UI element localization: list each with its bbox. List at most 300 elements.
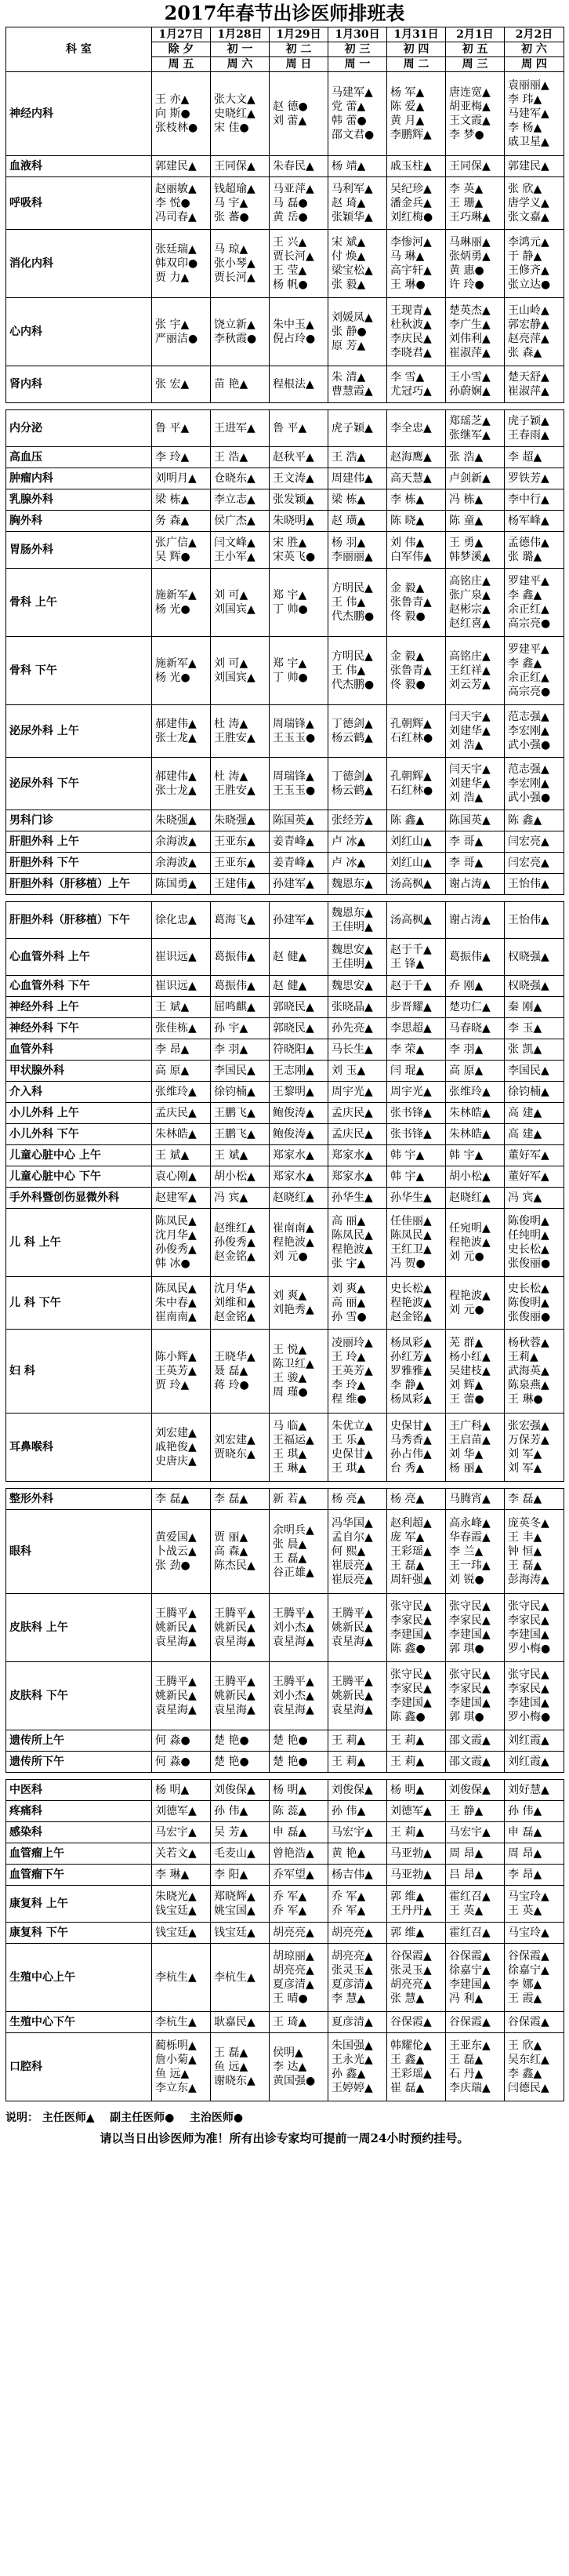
doctor-name: 王彩瑶▲ [390, 2068, 432, 2080]
doctor-name: 姚新民▲ [332, 1690, 373, 1702]
doctor-name: 高永峰▲ [449, 1517, 491, 1530]
doctor-name: 董好军▲ [508, 1149, 549, 1162]
doctor-cell [387, 569, 446, 637]
doctor-cell [505, 1944, 564, 2012]
dept-name: 康复科 下午 [6, 1923, 152, 1944]
doctor-name: 胡亮亮▲ [332, 1927, 373, 1939]
doctor-cell [152, 447, 211, 468]
doctor-name: 程艳波▲ [273, 1236, 314, 1249]
doctor-name: 胡小松▲ [449, 1170, 491, 1183]
doctor-name: 孙蔚娴▲ [449, 385, 491, 398]
doctor-name: 佟 毅● [390, 679, 426, 691]
doctor-name: 刘 可▲ [214, 657, 248, 670]
doctor-name: 马腾宵▲ [449, 1493, 491, 1505]
doctor-name: 马 琼▲ [214, 243, 248, 256]
doctor-cell [446, 939, 505, 976]
doctor-name: 王 伟▲ [332, 664, 366, 677]
dept-name: 肝胆外科 上午 [6, 831, 152, 853]
doctor-cell [387, 939, 446, 976]
doctor-name: 侯广杰▲ [214, 515, 256, 527]
doctor-name: 王 磊▲ [273, 1552, 307, 1565]
doctor-name: 黄国强● [273, 2075, 316, 2087]
table-row [6, 72, 564, 156]
doctor-name: 王 莹▲ [273, 264, 307, 277]
doctor-name: 乔 军▲ [332, 1905, 366, 1917]
doctor-name: 葛振伟▲ [214, 980, 256, 992]
doctor-name: 王腾平▲ [273, 1607, 314, 1620]
doctor-cell [387, 902, 446, 939]
dept-name: 血管瘤下午 [6, 1865, 152, 1886]
doctor-cell [446, 156, 505, 177]
doctor-cell [270, 1662, 328, 1730]
doctor-cell [387, 705, 446, 758]
table-row [6, 853, 564, 874]
doctor-name: 李 羽▲ [214, 1043, 248, 1056]
table-row [6, 1944, 564, 2012]
doctor-name: 赵丽敏▲ [155, 183, 197, 195]
doctor-name: 袁星海▲ [273, 1704, 314, 1716]
doctor-name: 吴建枝▲ [449, 1365, 491, 1377]
doctor-cell [152, 831, 211, 853]
doctor-name: 王 骏▲ [273, 1372, 307, 1384]
doctor-name: 赵海鹰▲ [390, 451, 432, 464]
doctor-cell [328, 1594, 387, 1662]
doctor-cell [446, 468, 505, 489]
doctor-name: 刘好慧▲ [508, 1784, 549, 1796]
doctor-cell [152, 569, 211, 637]
doctor-name: 谷保霞▲ [508, 2016, 549, 2028]
doctor-name: 马建军▲ [508, 107, 549, 120]
doctor-name: 魏思安▲ [332, 980, 373, 992]
doctor-name: 胡琼丽▲ [273, 1950, 314, 1963]
doctor-name: 杨云鹤▲ [332, 732, 373, 744]
doctor-name: 聂 磊▲ [214, 1365, 248, 1377]
doctor-cell [152, 1730, 211, 1752]
doctor-name: 王红卫▲ [390, 1243, 432, 1256]
doctor-name: 张晓晶▲ [332, 1001, 373, 1013]
table-row [6, 1752, 564, 1773]
doctor-cell [446, 1018, 505, 1039]
doctor-cell [328, 1510, 387, 1594]
doctor-name: 王 斌▲ [155, 1001, 190, 1013]
doctor-name: 夏彦清▲ [332, 1978, 373, 1991]
doctor-name: 袁星海▲ [155, 1635, 197, 1648]
dept-name: 内分泌 [6, 410, 152, 447]
doctor-cell [270, 1018, 328, 1039]
doctor-name: 郭建民▲ [155, 160, 197, 173]
doctor-name: 马宏宇▲ [332, 1826, 373, 1839]
doctor-name: 高 森▲ [214, 1545, 248, 1558]
doctor-name: 韩梦溪▲ [449, 551, 491, 563]
doctor-cell [387, 1124, 446, 1145]
doctor-cell [387, 230, 446, 298]
doctor-name: 刘俊保▲ [332, 1784, 373, 1796]
doctor-name: 闫 琨▲ [390, 1064, 425, 1077]
doctor-cell [387, 976, 446, 997]
doctor-cell [387, 532, 446, 569]
doctor-cell [505, 1188, 564, 1209]
dept-name: 儿童心脏中心 上午 [6, 1145, 152, 1166]
doctor-cell [387, 1489, 446, 1510]
doctor-cell [328, 1018, 387, 1039]
doctor-name: 赵维红▲ [214, 1222, 256, 1235]
doctor-name: 陈 蕊▲ [273, 1805, 307, 1817]
doctor-name: 朱中玉▲ [273, 318, 314, 331]
doctor-cell [328, 831, 387, 853]
doctor-cell [505, 1082, 564, 1103]
doctor-name: 高天慧▲ [390, 472, 432, 485]
doctor-cell [211, 72, 270, 156]
doctor-cell [152, 810, 211, 831]
doctor-name: 崔 磊▲ [390, 2082, 425, 2094]
dept-name: 消化内科 [6, 230, 152, 298]
doctor-name: 吕 昂▲ [449, 1868, 484, 1881]
doctor-name: 冯 利▲ [449, 1992, 484, 2005]
doctor-cell [505, 511, 564, 532]
doctor-name: 刘 军▲ [508, 1462, 542, 1475]
doctor-name: 李建国▲ [390, 1697, 432, 1709]
doctor-name: 汤高枫▲ [390, 878, 432, 890]
doctor-name: 郑 宇▲ [273, 657, 307, 670]
doctor-name: 孙 伟▲ [214, 1805, 248, 1817]
table-row [6, 810, 564, 831]
doctor-cell [328, 447, 387, 468]
doctor-name: 朱 清▲ [332, 371, 366, 384]
doctor-name: 王文霞▲ [449, 115, 491, 127]
doctor-cell [328, 758, 387, 810]
doctor-name: 王 欣▲ [508, 2039, 542, 2052]
doctor-name: 仓晓东▲ [214, 472, 256, 485]
doctor-name: 王 蕾● [449, 1393, 484, 1406]
doctor-name: 马亚勃▲ [390, 1868, 432, 1881]
doctor-cell [505, 177, 564, 230]
doctor-name: 李家民▲ [449, 1683, 491, 1695]
doctor-cell [505, 1843, 564, 1865]
doctor-name: 姜青峰▲ [273, 857, 314, 869]
dept-name: 儿 科 下午 [6, 1277, 152, 1330]
doctor-name: 唐连宽▲ [449, 86, 491, 99]
doctor-cell [328, 1843, 387, 1865]
doctor-name: 罗小梅● [508, 1643, 551, 1655]
doctor-name: 崔识远▲ [155, 951, 197, 963]
doctor-name: 新 若▲ [273, 1493, 307, 1505]
doctor-cell [387, 1188, 446, 1209]
doctor-cell [211, 1124, 270, 1145]
table-row [6, 939, 564, 976]
doctor-name: 金 毅▲ [390, 650, 425, 663]
doctor-name: 孙占伟▲ [390, 1448, 432, 1461]
doctor-name: 张 静● [332, 326, 367, 338]
doctor-name: 张佳栋▲ [155, 1022, 197, 1035]
doctor-cell [505, 2012, 564, 2033]
doctor-cell [270, 1822, 328, 1843]
doctor-cell [446, 1594, 505, 1662]
doctor-cell [152, 1061, 211, 1082]
doctor-cell [211, 997, 270, 1018]
doctor-name: 杨 光● [155, 671, 190, 684]
doctor-cell [152, 1662, 211, 1730]
table-row [6, 2033, 564, 2101]
doctor-name: 李鸿元▲ [508, 236, 549, 249]
doctor-name: 黄 月▲ [390, 115, 425, 127]
doctor-name: 孙俊秀▲ [214, 1236, 256, 1249]
doctor-name: 朱晓强▲ [155, 814, 197, 827]
doctor-name: 杨 亮▲ [332, 1493, 366, 1505]
doctor-cell [270, 569, 328, 637]
doctor-name: 张文嘉▲ [508, 211, 549, 224]
doctor-cell [328, 1188, 387, 1209]
doctor-cell [446, 810, 505, 831]
doctor-name: 宋 佳● [214, 122, 249, 134]
doctor-name: 王巧琳▲ [449, 211, 491, 224]
doctor-name: 高 原▲ [449, 1064, 484, 1077]
table-row [6, 511, 564, 532]
doctor-name: 张俊丽● [508, 1311, 551, 1323]
doctor-name: 李建国▲ [449, 1628, 491, 1641]
doctor-name: 李 昂▲ [508, 1868, 542, 1881]
section-separator [6, 1482, 564, 1489]
table-row [6, 298, 564, 366]
doctor-name: 王 莉▲ [390, 1734, 425, 1747]
doctor-name: 张宏强▲ [508, 1420, 549, 1432]
doctor-name: 张廷瑞▲ [155, 243, 197, 256]
doctor-cell [270, 1780, 328, 1801]
doctor-name: 马春晓▲ [449, 1022, 491, 1035]
doctor-name: 王 莉▲ [390, 1756, 425, 1768]
doctor-name: 谷保霞▲ [508, 1950, 549, 1963]
doctor-cell [211, 853, 270, 874]
doctor-cell [328, 1944, 387, 2012]
doctor-name: 武小强● [508, 739, 551, 751]
doctor-name: 范志强▲ [508, 711, 549, 723]
doctor-name: 高 建▲ [508, 1128, 542, 1141]
doctor-name: 贾 丽▲ [214, 1531, 248, 1544]
dept-name: 骨科 上午 [6, 569, 152, 637]
doctor-name: 刘建华▲ [449, 777, 491, 790]
doctor-name: 谷正雄▲ [273, 1566, 314, 1579]
doctor-name: 张小琴▲ [214, 257, 256, 270]
doctor-name: 史长松▲ [390, 1283, 432, 1295]
doctor-name: 秦 刚▲ [508, 1001, 542, 1013]
doctor-name: 王彩瑶▲ [390, 1545, 432, 1558]
doctor-name: 许 玲● [449, 278, 484, 291]
table-row [6, 1843, 564, 1865]
doctor-name: 任宛明▲ [449, 1222, 491, 1235]
doctor-name: 王胜安▲ [214, 784, 256, 797]
doctor-name: 杨 亮▲ [390, 1493, 425, 1505]
doctor-name: 崔识远▲ [155, 980, 197, 992]
doctor-cell [211, 1061, 270, 1082]
doctor-name: 刘宏建▲ [214, 1434, 256, 1446]
doctor-cell [505, 72, 564, 156]
doctor-name: 李 阳▲ [214, 1868, 248, 1881]
doctor-name: 张 欣▲ [508, 183, 542, 195]
doctor-name: 史唐庆▲ [155, 1455, 197, 1468]
table-row [6, 758, 564, 810]
doctor-cell [387, 758, 446, 810]
table-row [6, 705, 564, 758]
doctor-cell [505, 1822, 564, 1843]
table-row [6, 1330, 564, 1414]
doctor-name: 郑家水▲ [332, 1170, 373, 1183]
dept-name: 乳腺外科 [6, 489, 152, 511]
dept-name: 神经内科 [6, 72, 152, 156]
doctor-name: 何 熙▲ [332, 1545, 366, 1558]
doctor-name: 万保芳▲ [508, 1434, 549, 1446]
table-row [6, 1865, 564, 1886]
doctor-name: 李 羽▲ [449, 1043, 484, 1056]
doctor-cell [328, 2033, 387, 2101]
doctor-name: 刘国宾▲ [214, 671, 256, 684]
table-row [6, 1103, 564, 1124]
doctor-cell [505, 1730, 564, 1752]
doctor-cell [446, 298, 505, 366]
doctor-name: 楚 艳● [214, 1734, 249, 1747]
date-header: 1月27日 [152, 27, 211, 42]
doctor-name: 王 莉▲ [332, 1734, 366, 1747]
table-row [6, 1082, 564, 1103]
doctor-name: 郭 琪● [449, 1643, 484, 1655]
doctor-cell [505, 1277, 564, 1330]
dept-name: 呼吸科 [6, 177, 152, 230]
doctor-name: 张灵玉▲ [390, 1964, 432, 1977]
doctor-name: 王 晴● [273, 1992, 308, 2005]
doctor-name: 郭 维▲ [390, 1927, 425, 1939]
date-header: 1月30日 [328, 27, 387, 42]
doctor-name: 李 达▲ [273, 2061, 307, 2073]
doctor-name: 李晓君▲ [390, 347, 432, 359]
table-row [6, 532, 564, 569]
doctor-cell [328, 810, 387, 831]
doctor-cell [211, 468, 270, 489]
doctor-name: 崔淑萍▲ [449, 347, 491, 359]
doctor-cell [211, 1018, 270, 1039]
doctor-cell [446, 1414, 505, 1482]
doctor-name: 张维玲▲ [449, 1086, 491, 1098]
doctor-name: 陈小辉▲ [155, 1351, 197, 1363]
doctor-name: 申 磊▲ [273, 1826, 307, 1839]
dept-name: 儿 科 上午 [6, 1209, 152, 1277]
doctor-cell [211, 230, 270, 298]
doctor-name: 胡亮亮▲ [273, 1927, 314, 1939]
doctor-name: 马宝玲▲ [508, 1927, 549, 1939]
doctor-name: 谷保霞▲ [449, 2016, 491, 2028]
doctor-cell [211, 511, 270, 532]
doctor-cell [328, 1780, 387, 1801]
doctor-name: 杨 军▲ [390, 86, 425, 99]
doctor-cell [328, 1752, 387, 1773]
doctor-cell [152, 705, 211, 758]
doctor-cell [505, 1489, 564, 1510]
doctor-name: 张炳勇▲ [449, 250, 491, 263]
doctor-name: 朱中春▲ [155, 1297, 197, 1309]
doctor-cell [211, 1801, 270, 1822]
dept-name: 心血管外科 下午 [6, 976, 152, 997]
doctor-name: 赵金铭▲ [390, 1311, 432, 1323]
doctor-name: 韩 宇▲ [390, 1149, 425, 1162]
doctor-name: 赵 健▲ [273, 951, 307, 963]
doctor-name: 刘德军▲ [390, 1805, 432, 1817]
doctor-cell [211, 447, 270, 468]
doctor-name: 李立志▲ [214, 493, 256, 506]
doctor-name: 刘 军▲ [508, 1448, 542, 1461]
doctor-cell [446, 1277, 505, 1330]
doctor-name: 刘红霞▲ [508, 1734, 549, 1747]
doctor-name: 王佳明▲ [332, 958, 373, 970]
doctor-name: 姚新民▲ [214, 1690, 256, 1702]
doctor-cell [446, 831, 505, 853]
weekday-header: 周 四 [505, 57, 564, 72]
doctor-cell [446, 705, 505, 758]
doctor-cell [270, 939, 328, 976]
doctor-cell [152, 366, 211, 403]
dept-name: 血管瘤上午 [6, 1843, 152, 1865]
doctor-cell [505, 705, 564, 758]
doctor-cell [270, 72, 328, 156]
doctor-cell [211, 2012, 270, 2033]
doctor-name: 凌丽玲▲ [332, 1337, 373, 1349]
doctor-name: 施新军▲ [155, 657, 197, 670]
doctor-name: 高铭庄▲ [449, 650, 491, 663]
doctor-name: 王婷婷▲ [332, 2082, 373, 2094]
doctor-name: 杨 明▲ [155, 1784, 190, 1796]
doctor-name: 李全忠▲ [390, 422, 432, 435]
doctor-name: 张大文▲ [214, 93, 256, 106]
doctor-name: 史长松▲ [508, 1283, 549, 1295]
doctor-name: 张守民▲ [449, 1600, 491, 1613]
doctor-name: 郭 维▲ [390, 1890, 425, 1903]
doctor-name: 孙华生▲ [390, 1192, 432, 1204]
doctor-name: 张广泉▲ [449, 589, 491, 602]
doctor-cell [446, 569, 505, 637]
doctor-cell [211, 1662, 270, 1730]
doctor-name: 王 琪▲ [332, 1462, 366, 1475]
doctor-name: 袁星海▲ [273, 1635, 314, 1648]
doctor-name: 朱晓光▲ [155, 1890, 197, 1903]
table-row [6, 177, 564, 230]
doctor-name: 芜 群▲ [449, 1337, 484, 1349]
doctor-name: 马利军▲ [332, 183, 373, 195]
doctor-cell [328, 1662, 387, 1730]
doctor-name: 王现青▲ [390, 304, 432, 317]
doctor-name: 毛麦山▲ [214, 1847, 256, 1860]
doctor-cell [152, 230, 211, 298]
doctor-name: 李国民▲ [508, 1064, 549, 1077]
doctor-cell [387, 1277, 446, 1330]
doctor-cell [211, 1489, 270, 1510]
doctor-cell [211, 902, 270, 939]
doctor-name: 魏恩东▲ [332, 907, 373, 919]
doctor-name: 丁 帅● [273, 671, 308, 684]
doctor-name: 庞英冬▲ [508, 1517, 549, 1530]
doctor-cell [387, 72, 446, 156]
doctor-cell [387, 1662, 446, 1730]
doctor-name: 范志强▲ [508, 763, 549, 776]
day-header: 初 六 [505, 42, 564, 57]
doctor-cell [505, 758, 564, 810]
doctor-cell [446, 1944, 505, 2012]
doctor-name: 史长松▲ [508, 1243, 549, 1256]
dept-name: 耳鼻喉科 [6, 1414, 152, 1482]
doctor-cell [211, 1166, 270, 1188]
doctor-name: 李广生▲ [449, 318, 491, 331]
doctor-cell [387, 853, 446, 874]
doctor-name: 宋 胜▲ [273, 537, 307, 549]
doctor-cell [328, 1103, 387, 1124]
doctor-cell [270, 758, 328, 810]
table-row [6, 1801, 564, 1822]
dept-name: 血管外科 [6, 1039, 152, 1061]
